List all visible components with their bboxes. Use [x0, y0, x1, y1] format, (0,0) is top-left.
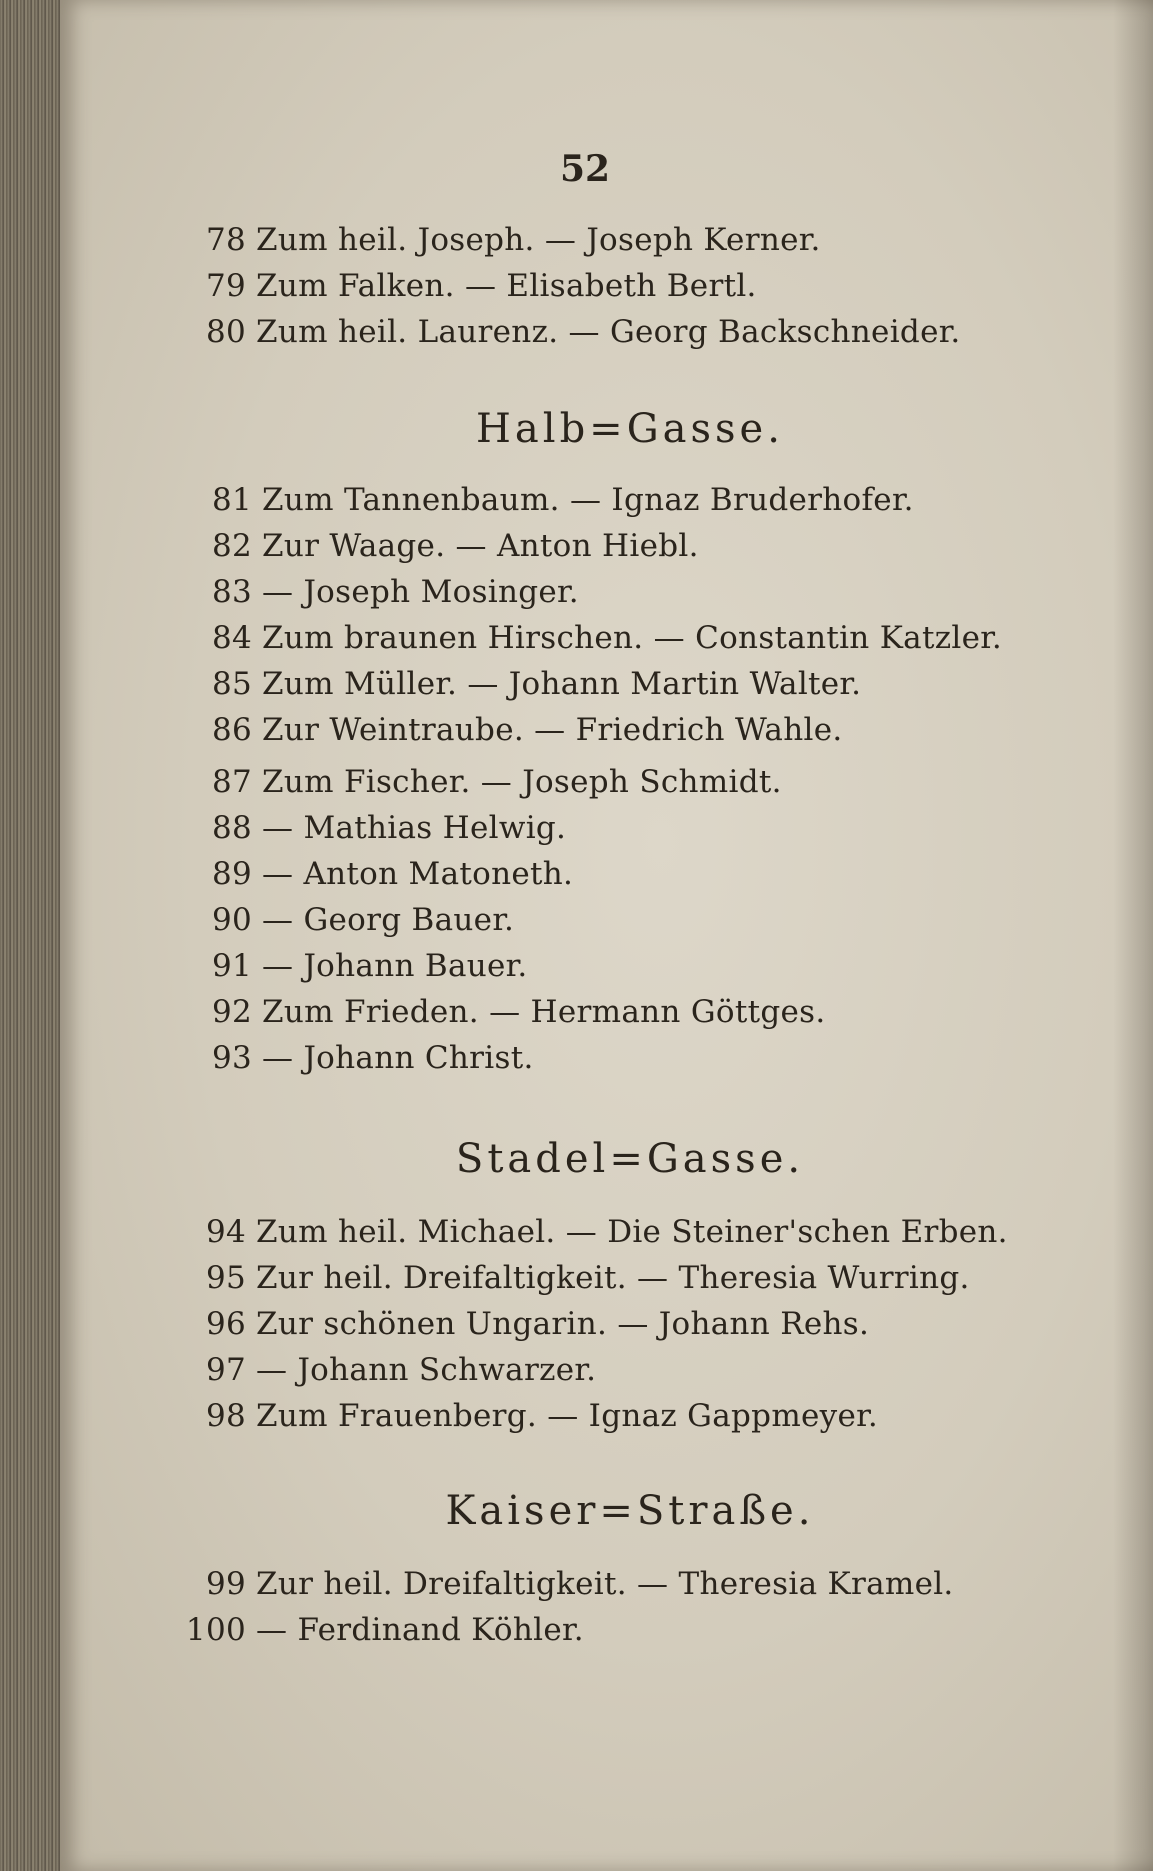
entry-text: Zum heil. Michael. — Die Steiner'schen Erben.: [256, 1214, 1008, 1250]
house-number: 97: [205, 1352, 246, 1388]
house-number: 87: [211, 764, 252, 800]
list-item: [206, 482, 914, 518]
house-number: 95: [205, 1260, 246, 1296]
list-item: [206, 1040, 534, 1076]
house-number: 79: [205, 268, 246, 304]
house-number: 80: [205, 314, 246, 350]
house-number: 85: [211, 666, 252, 702]
house-number: 93: [211, 1040, 252, 1076]
entry-text: — Joseph Mosinger.: [262, 574, 579, 610]
entry-text: Zur Weintraube. — Friedrich Wahle.: [262, 712, 843, 748]
entry-text: Zur schönen Ungarin. — Johann Rehs.: [256, 1306, 870, 1342]
house-number: 99: [205, 1566, 246, 1602]
house-number: 90: [211, 902, 252, 938]
house-number: 94: [205, 1214, 246, 1250]
list-item: [200, 222, 821, 258]
entry-text: — Johann Schwarzer.: [256, 1352, 597, 1388]
house-number: 86: [211, 712, 252, 748]
house-number: 89: [211, 856, 252, 892]
entry-text: — Johann Christ.: [262, 1040, 534, 1076]
house-number: 81: [211, 482, 252, 518]
entry-text: Zum heil. Laurenz. — Georg Backschneider.: [256, 314, 961, 350]
list-item: [206, 764, 782, 800]
list-item: [200, 1306, 869, 1342]
list-item: [200, 1352, 596, 1388]
house-number: 88: [211, 810, 252, 846]
entry-text: Zur heil. Dreifaltigkeit. — Theresia Wurring.: [256, 1260, 970, 1296]
house-number: 92: [211, 994, 252, 1030]
house-number: 91: [211, 948, 252, 984]
list-item: [206, 574, 579, 610]
house-number: 84: [211, 620, 252, 656]
entry-text: Zum Falken. — Elisabeth Bertl.: [256, 268, 757, 304]
entry-text: Zum Tannenbaum. — Ignaz Bruderhofer.: [262, 482, 914, 518]
section-heading: Stadel=Gasse.: [455, 1136, 805, 1182]
entry-text: — Anton Matoneth.: [262, 856, 574, 892]
list-item: [200, 268, 757, 304]
entry-text: Zum Frauenberg. — Ignaz Gappmeyer.: [256, 1398, 878, 1434]
house-number: 78: [205, 222, 246, 258]
entry-text: Zum braunen Hirschen. — Constantin Katzler.: [262, 620, 1003, 656]
list-item: [206, 856, 573, 892]
list-item: [200, 1398, 878, 1434]
entry-text: Zum Fischer. — Joseph Schmidt.: [262, 764, 782, 800]
entry-text: Zum Frieden. — Hermann Göttges.: [262, 994, 826, 1030]
house-number: 98: [205, 1398, 246, 1434]
list-item: [206, 994, 826, 1030]
entry-text: Zur Waage. — Anton Hiebl.: [262, 528, 699, 564]
list-item: [206, 948, 528, 984]
list-item: [200, 1260, 970, 1296]
section-heading: Halb=Gasse.: [476, 406, 784, 452]
house-number: 83: [211, 574, 252, 610]
list-item: [172, 1612, 584, 1648]
entry-text: — Ferdinand Köhler.: [256, 1612, 584, 1648]
entry-text: — Mathias Helwig.: [262, 810, 567, 846]
entry-text: — Georg Bauer.: [262, 902, 515, 938]
entry-text: — Johann Bauer.: [262, 948, 528, 984]
list-item: [200, 1214, 1008, 1250]
list-item: [206, 666, 861, 702]
list-item: [200, 314, 961, 350]
section-heading: Kaiser=Straße.: [445, 1488, 815, 1534]
list-item: [206, 620, 1002, 656]
entry-text: Zum heil. Joseph. — Joseph Kerner.: [256, 222, 821, 258]
page-number: 52: [559, 148, 611, 190]
house-number: 100: [185, 1612, 246, 1648]
entry-text: Zum Müller. — Johann Martin Walter.: [262, 666, 862, 702]
list-item: [206, 810, 566, 846]
list-item: [206, 902, 514, 938]
list-item: [206, 528, 699, 564]
entry-text: Zur heil. Dreifaltigkeit. — Theresia Kramel.: [256, 1566, 954, 1602]
house-number: 96: [205, 1306, 246, 1342]
list-item: [206, 712, 843, 748]
list-item: [192, 1566, 954, 1602]
house-number: 82: [211, 528, 252, 564]
